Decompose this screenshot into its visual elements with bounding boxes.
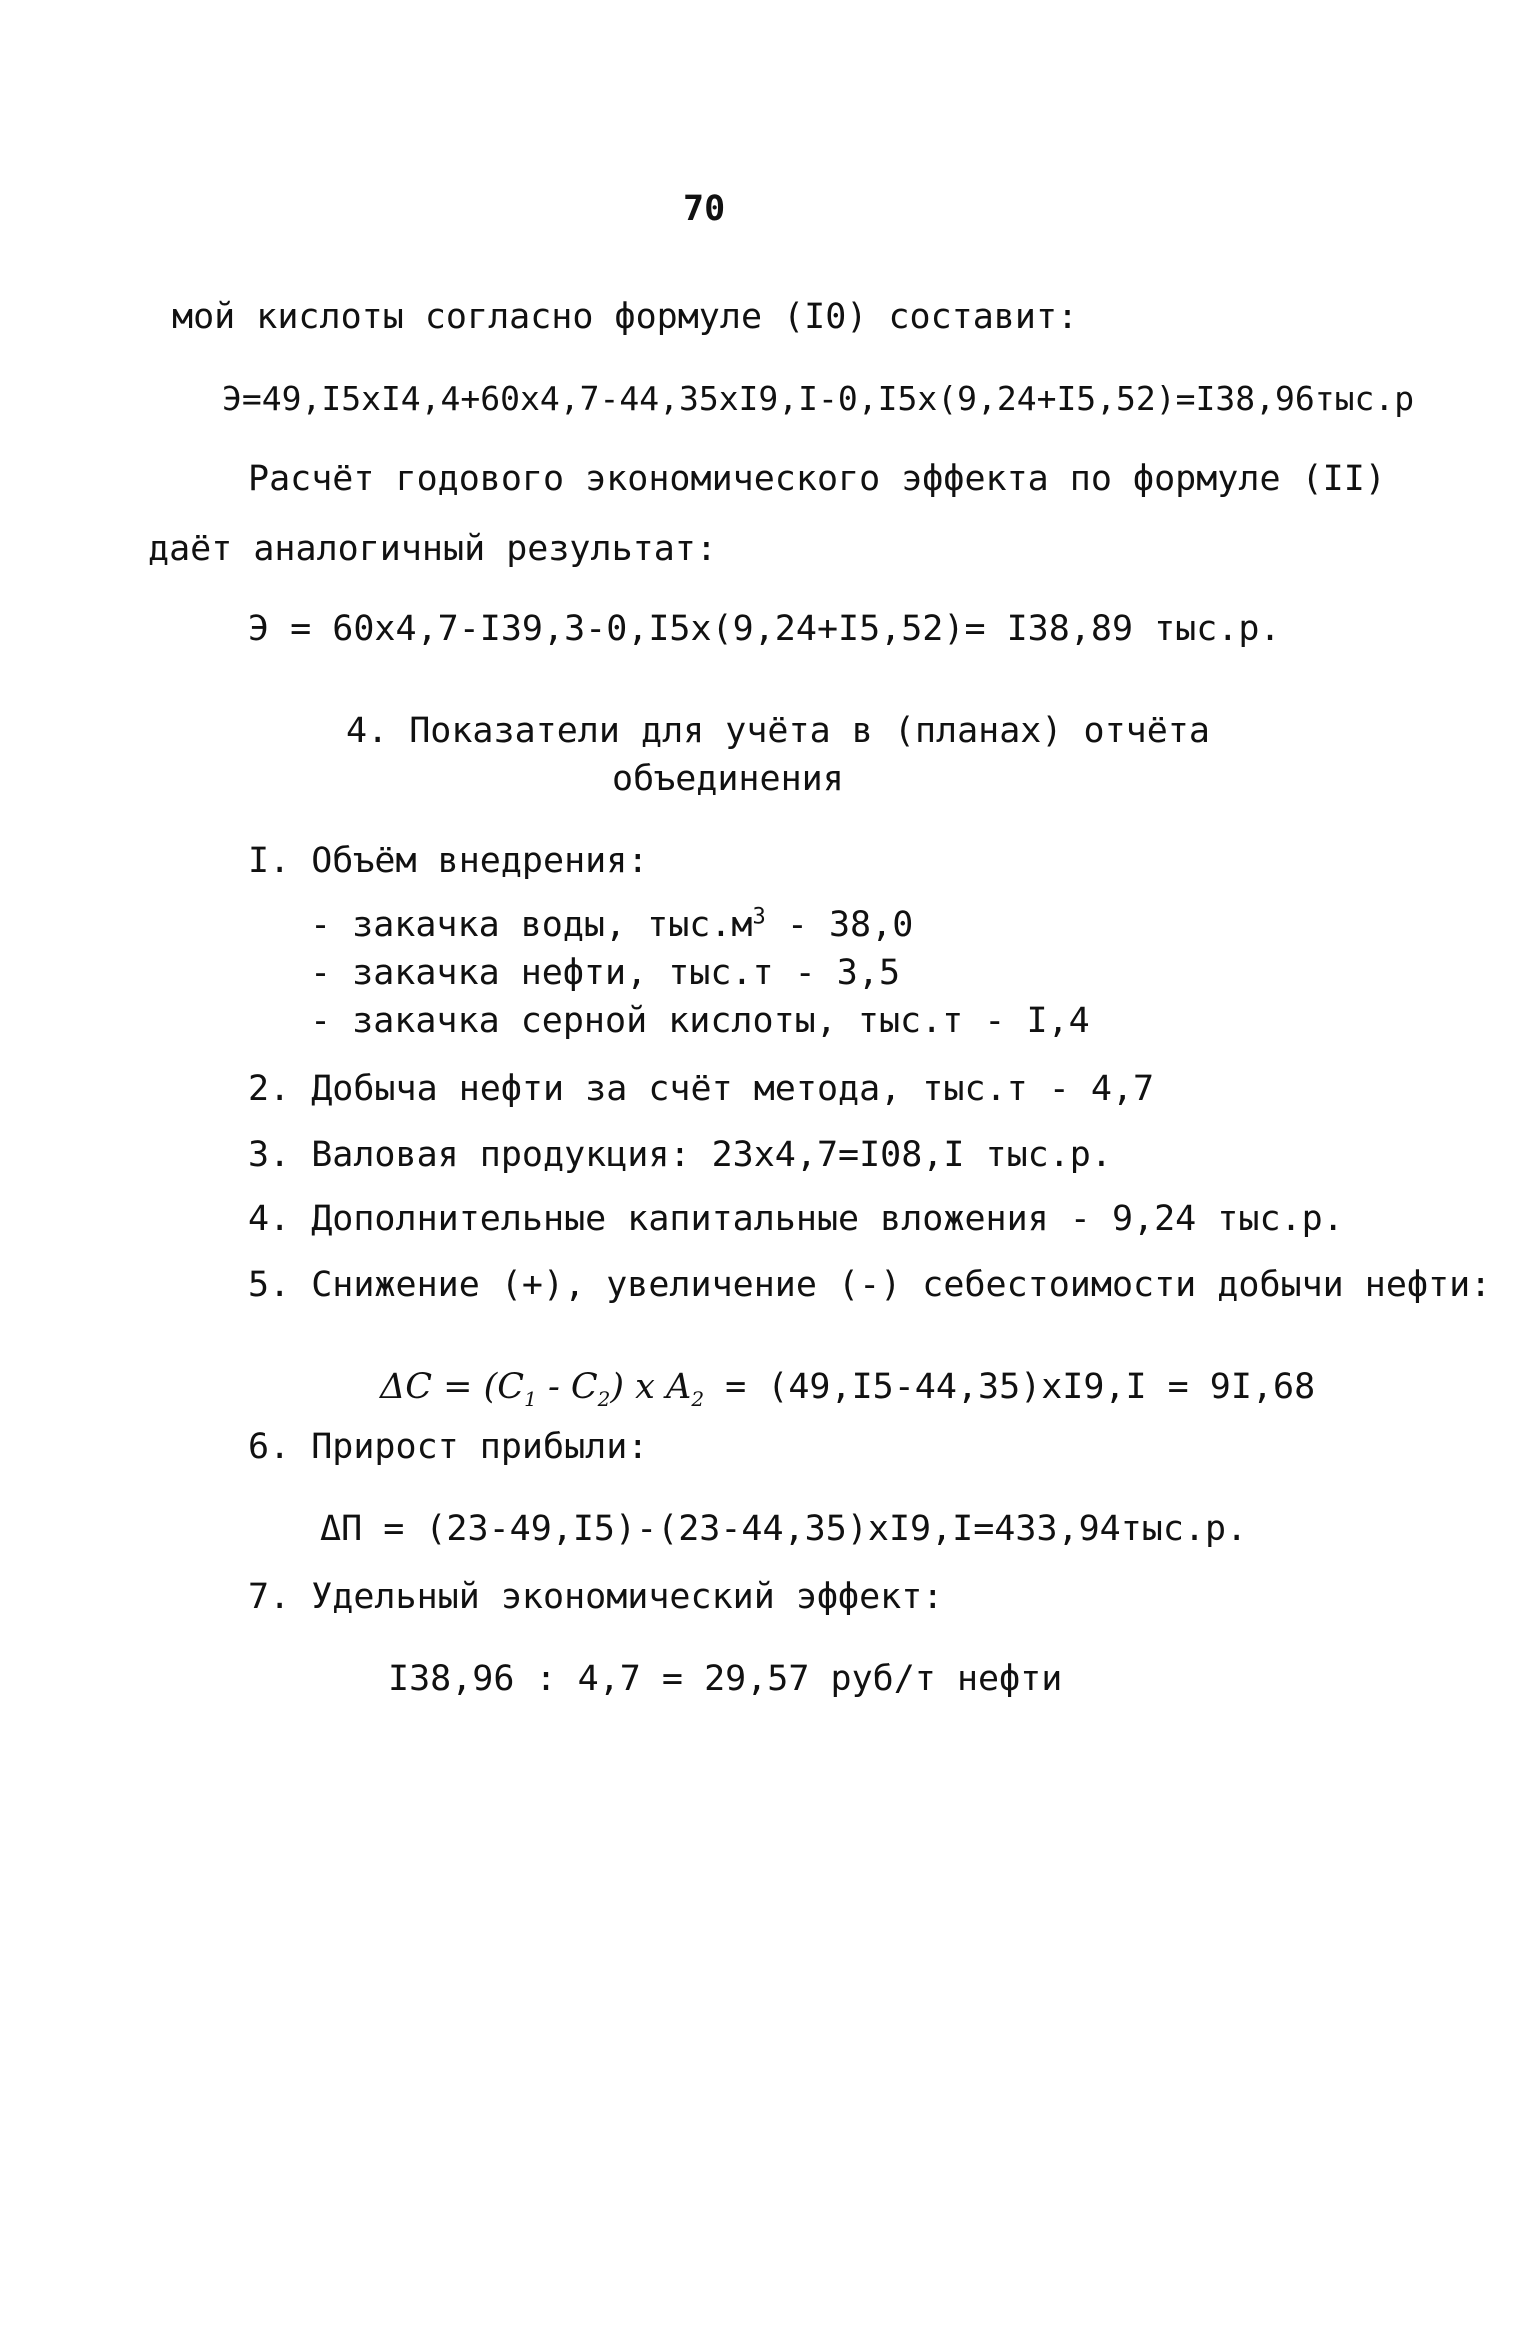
cubic-superscript: 3	[752, 904, 766, 930]
formula-3-sub-2: 2	[597, 1387, 611, 1411]
section-title-continued: объединения	[612, 759, 844, 799]
paragraph-text: Расчёт годового экономического эффекта по формуле (II)	[248, 459, 1386, 499]
list-item-7: 7. Удельный экономический эффект:	[248, 1577, 944, 1617]
list-item-4: 4. Дополнительные капитальные вложения - 9,24 тыс.р.	[248, 1199, 1344, 1239]
list-item-6: 6. Прирост прибыли:	[248, 1427, 649, 1467]
formula-3-rhs: = (49,I5-44,35)xI9,I = 9I,68	[704, 1367, 1316, 1407]
formula-3-lhs-b: - C	[536, 1367, 598, 1407]
intro-text: мой кислоты согласно формуле (I0) составит:	[172, 297, 1079, 337]
formula-1: Э=49,I5xI4,4+60x4,7-44,35xI9,I-0,I5x(9,24+I5,52)=I38,96тыс.р	[222, 379, 1415, 418]
formula-3-sub-3: 2	[691, 1387, 705, 1411]
section-title: 4. Показатели для учёта в (планах) отчёта	[346, 711, 1210, 751]
paragraph-text-continued: даёт аналогичный результат:	[148, 529, 717, 569]
formula-2: Э = 60x4,7-I39,3-0,I5x(9,24+I5,52)= I38,89 тыс.р.	[248, 609, 1281, 649]
formula-3-lhs-a: ΔC = (C	[380, 1367, 525, 1407]
list-item-2: 2. Добыча нефти за счёт метода, тыс.т - 4,7	[248, 1069, 1155, 1109]
page-number: 70	[683, 189, 726, 229]
water-label: - закачка воды, тыс.м	[310, 905, 753, 945]
list-subitem-acid: - закачка серной кислоты, тыс.т - I,4	[310, 1001, 1090, 1041]
formula-4: ΔП = (23-49,I5)-(23-44,35)xI9,I=433,94тыс.р.	[320, 1509, 1248, 1549]
formula-3-lhs-c: ) x A	[610, 1367, 692, 1407]
list-item-3: 3. Валовая продукция: 23x4,7=I08,I тыс.р.	[248, 1135, 1112, 1175]
formula-3	[380, 1364, 1315, 1410]
list-item-1: I. Объём внедрения:	[248, 841, 649, 881]
formula-5: I38,96 : 4,7 = 29,57 руб/т нефти	[388, 1659, 1063, 1699]
list-subitem-oil: - закачка нефти, тыс.т - 3,5	[310, 953, 901, 993]
formula-3-sub-1: 1	[524, 1387, 537, 1411]
list-item-5: 5. Снижение (+), увеличение (-) себестоимости добычи нефти:	[248, 1265, 1492, 1305]
list-subitem-water	[310, 902, 913, 948]
water-value: - 38,0	[765, 905, 914, 945]
